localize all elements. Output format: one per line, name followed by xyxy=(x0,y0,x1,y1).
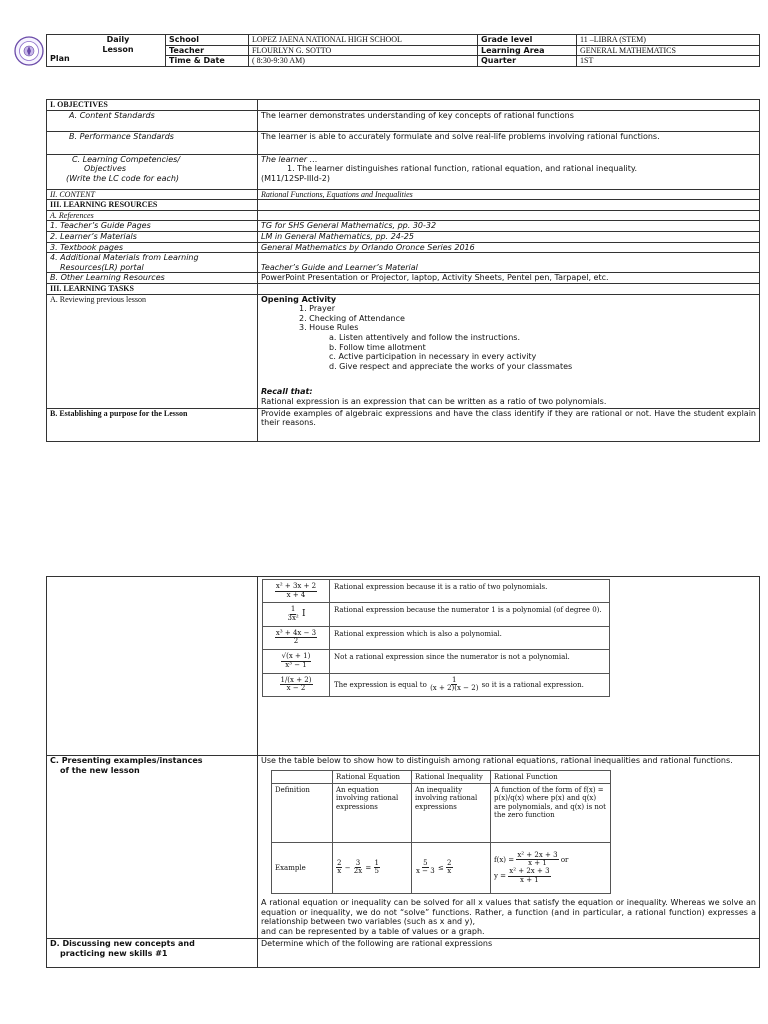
lm-value: LM in General Mathematics, pp. 24-25 xyxy=(258,231,760,242)
grade-value: 11 –LIBRA (STEM) xyxy=(577,35,760,46)
explain-text-2: and can be represented by a table of values or a graph. xyxy=(261,926,485,936)
resources-heading: III. LEARNING RESOURCES xyxy=(47,200,258,211)
purpose-text: Provide examples of algebraic expressions and have the class identify if they are rational or not. Have the student explain their reasons. xyxy=(258,408,760,441)
school-label: School xyxy=(166,35,249,46)
example-desc: Rational expression because it is a ratio of two polynomials. xyxy=(330,580,610,603)
examples-table: $\frac{\text{x² + 3x + 2}}{x + 4}$ Rational expression because it is a ratio of two polynomials. $\frac{1}{\text{3x²}}$ I Rational expression because the numerator 1 is a polynomial (of degree 0). $\frac{\text{x³ + 4x − 3}}{2}$ Rational expression which is also a polynomial. $\frac{√(x + 1)}{\text{x³ − 1}}$ Not a rational expression since the numerator is not a polynomial. $\frac{1/(x + 2)}{x - 2}$ The expression is equal to $\frac{1}{(x + 2)(x - 2)}$ so it is a rational expression. xyxy=(262,579,610,697)
content-value: Rational Functions, Equations and Inequalities xyxy=(258,189,760,200)
header-table xyxy=(46,34,760,67)
discussing-label: D. Discussing new concepts and practicing new skills #1 xyxy=(47,939,258,968)
deped-seal-logo xyxy=(14,36,44,66)
example-desc: The expression is equal to $\frac{1}{(x + 2)(x - 2)}$ so it is a rational expression. xyxy=(330,673,610,696)
tg-label: 1. Teacher’s Guide Pages xyxy=(47,221,258,232)
recall-title: Recall that: xyxy=(261,387,313,397)
quarter-label: Quarter xyxy=(478,56,577,67)
text-cursor-icon: I xyxy=(301,609,306,620)
other-value: PowerPoint Presentation or Projector, laptop, Activity Sheets, Pentel pen, Tarpapel, etc. xyxy=(258,273,760,284)
perf-std-label: B. Performance Standards xyxy=(47,131,258,154)
tasks-heading: III. LEARNING TASKS xyxy=(47,283,258,294)
lesson-table-continued xyxy=(46,576,760,968)
content-heading: II. CONTENT xyxy=(47,189,258,200)
example-desc: Rational expression because the numerator 1 is a polynomial (of degree 0). xyxy=(330,603,610,626)
lesson-table xyxy=(46,99,760,442)
presenting-content xyxy=(258,756,760,939)
perf-std-value: The learner is able to accurately formulate and solve real-life problems involving rational functions. xyxy=(258,131,760,154)
teacher-value: FLOURLYN G. SOTTO xyxy=(249,45,478,56)
comparison-table: Rational Equation Rational Inequality Rational Function Definition An equation involving rational expressions An inequality involving rational expressions A function of the form of f(x) = p(x)/q(x) where p(x) and q(x) are polynomials, and q(x) is not the zero function Example $\frac{2}{x}$ − $\frac{3}{2x}$ = $\frac{1}{5}$ $\frac{5}{x - 3}$ ≤ $\frac{2}{x}$ f(x) = $\frac{\text{x² + 2x + 3}}{x + 1}$ or y = $\frac{\text{x² + 2x + 3}}{x + 1}$ xyxy=(271,770,611,894)
tg-value: TG for SHS General Mathematics, pp. 30-32 xyxy=(258,221,760,232)
references-label: A. References xyxy=(47,210,258,221)
textbook-label: 3. Textbook pages xyxy=(47,242,258,253)
addl-label: 4. Additional Materials from Learning Resources(LR) portal xyxy=(47,253,258,273)
area-label: Learning Area xyxy=(478,45,577,56)
competencies-value: The learner … 1. The learner distinguishes rational function, rational equation, and rational inequality. (M11/12SP-IIId-2) xyxy=(258,154,760,189)
example-desc: Rational expression which is also a polynomial. xyxy=(330,626,610,649)
textbook-value: General Mathematics by Orlando Oronce Series 2016 xyxy=(258,242,760,253)
school-value: LOPEZ JAENA NATIONAL HIGH SCHOOL xyxy=(249,35,478,46)
addl-value: Teacher’s Guide and Learner’s Material xyxy=(258,253,760,273)
content-std-label: A. Content Standards xyxy=(47,110,258,131)
plan-title: Daily Lesson Plan xyxy=(47,35,166,67)
lm-label: 2. Learner’s Materials xyxy=(47,231,258,242)
explain-text: A rational equation or inequality can be solved for all x values that satisfy the equation or inequality. Whereas we solve an equation or inequality, we do not “solve” functions. Rather, a function (and in particular, a rational function) expresses a relationship between two variables (such as x and y), xyxy=(261,897,756,927)
example-desc: Not a rational expression since the numerator is not a polynomial. xyxy=(330,650,610,673)
review-content: Opening Activity 1. Prayer 2. Checking of Attendance 3. House Rules a. Listen attentively and follow the instructions. b. Follow time allotment c. Active participation in necessary in every activity d. Give respect and appreciate the works of your classmates Recall that: Rational expression is an expression that can be written as a ratio of two polynomials. xyxy=(258,294,760,408)
area-value: GENERAL MATHEMATICS xyxy=(577,45,760,56)
competencies-label: C. Learning Competencies/ Objectives (Write the LC code for each) xyxy=(47,154,258,189)
objectives-heading: I. OBJECTIVES xyxy=(47,100,258,111)
presenting-text: Use the table below to show how to distinguish among rational equations, rational inequalities and rational functions. xyxy=(261,756,733,765)
other-label: B. Other Learning Resources xyxy=(47,273,258,284)
time-value: ( 8:30-9:30 AM) xyxy=(249,56,478,67)
discussing-text: Determine which of the following are rational expressions xyxy=(258,939,760,968)
recall-text: Rational expression is an expression that can be written as a ratio of two polynomials. xyxy=(261,396,607,406)
purpose-label: B. Establishing a purpose for the Lesson xyxy=(47,408,258,441)
quarter-value: 1ST xyxy=(577,56,760,67)
teacher-label: Teacher xyxy=(166,45,249,56)
review-label: A. Reviewing previous lesson xyxy=(47,294,258,408)
presenting-label: C. Presenting examples/instances of the new lesson xyxy=(47,756,258,939)
content-std-value: The learner demonstrates understanding of key concepts of rational functions xyxy=(258,110,760,131)
opening-title: Opening Activity xyxy=(261,294,337,304)
grade-label: Grade level xyxy=(478,35,577,46)
time-label: Time & Date xyxy=(166,56,249,67)
